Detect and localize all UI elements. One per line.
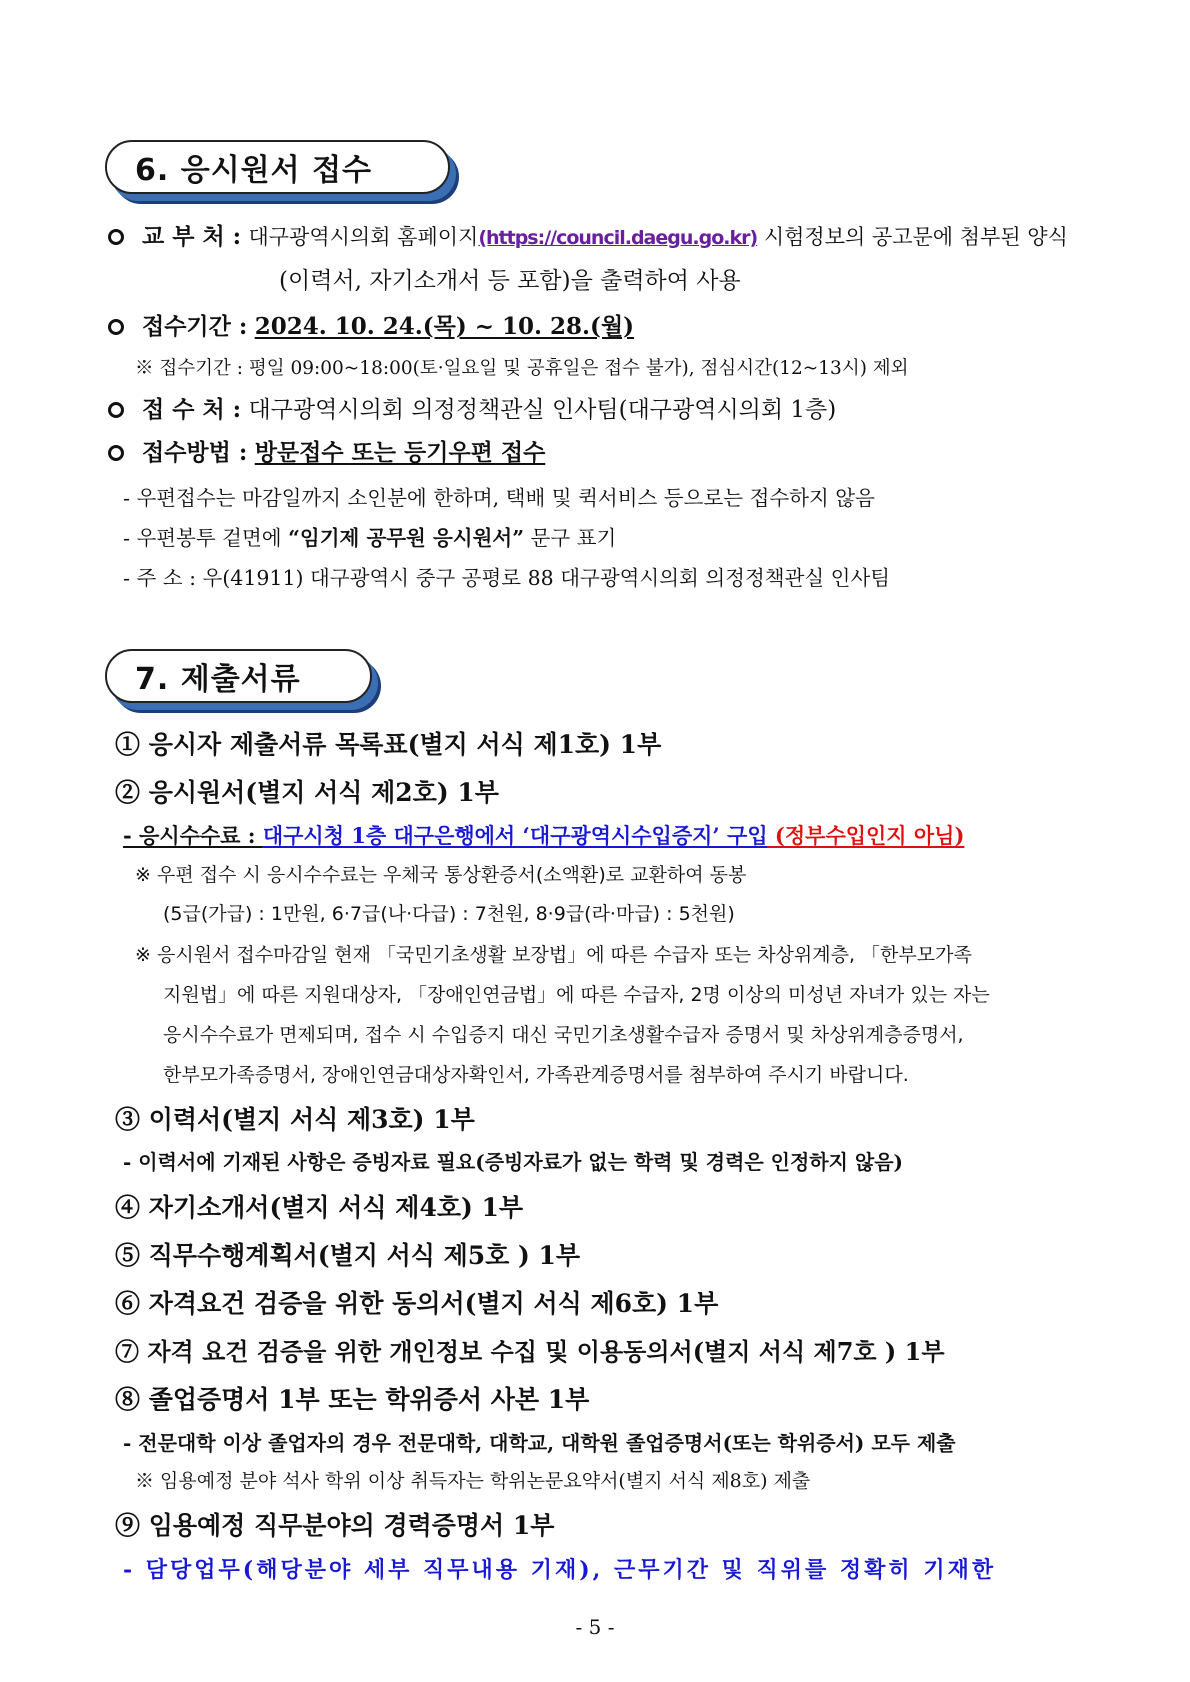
circle-bullet-icon [108,319,124,335]
circle-bullet-icon [108,229,124,245]
submission-item-1: ① 응시자 제출서류 목록표(별지 서식 제1호) 1부 [115,730,662,759]
item3-note: - 이력서에 기재된 사항은 증빙자료 필요(증빙자료가 없는 학력 및 경력은 인정하지 않음) [123,1150,904,1174]
envelope-suffix: 문구 표기 [524,526,617,550]
submission-item-3: ③ 이력서(별지 서식 제3호) 1부 [115,1105,475,1134]
section-7-heading [105,649,372,703]
fee-note-2: (5급(가급) : 1만원, 6·7급(나·다급) : 7천원, 8·9급(라·마급) : 5천원) [163,903,735,925]
distribution-text-after: 시험정보의 공고문에 첨부된 양식 [757,225,1068,249]
council-link[interactable]: (https://council.daegu.go.kr) [478,227,758,249]
exempt-line-4: 한부모가족증명서, 장애인연금대상자확인서, 가족관계증명서를 첨부하여 주시기 바랍니다. [163,1064,909,1086]
fee-row [123,820,964,850]
method-item-envelope [123,521,616,551]
method-item-address: - 주 소 : 우(41911) 대구광역시 중구 공평로 88 대구광역시의회 의정정책관실 인사팀 [123,566,891,590]
submission-item-4: ④ 자기소개서(별지 서식 제4호) 1부 [115,1193,524,1222]
place-label: 접 수 처 : [142,396,242,423]
submission-item-8: ⑧ 졸업증명서 1부 또는 학위증서 사본 1부 [115,1385,590,1414]
envelope-bold: “임기제 공무원 응시원서” [288,526,524,550]
period-row [108,308,634,341]
envelope-prefix: - 우편봉투 겉면에 [123,526,289,550]
submission-item-2: ② 응시원서(별지 서식 제2호) 1부 [115,778,499,807]
method-value: 방문접수 또는 등기우편 접수 [254,439,546,466]
circle-bullet-icon [108,402,124,418]
method-item-1: - 우편접수는 마감일까지 소인분에 한하며, 택배 및 퀵서비스 등으로는 접수하지 않음 [123,486,875,510]
method-label: 접수방법 : [142,439,248,466]
place-value: 대구광역시의회 의정정책관실 인사팀(대구광역시의회 1층) [248,397,837,423]
period-value: 2024. 10. 24.(목) ~ 10. 28.(월) [254,313,635,340]
section-6-heading [105,140,450,194]
exempt-line-3: 응시수수료가 면제되며, 접수 시 수입증지 대신 국민기초생활수급자 증명서 및 차상위계층증명서, [163,1024,964,1046]
submission-item-5: ⑤ 직무수행계획서(별지 서식 제5호 ) 1부 [115,1241,581,1270]
fee-note-1: ※ 우편 접수 시 응시수수료는 우체국 통상환증서(소액환)로 교환하여 동봉 [135,864,747,886]
place-row [108,391,836,424]
fee-blue-text: 대구시청 1층 대구은행에서 ‘대구광역시수입증지’ 구입 [262,823,768,848]
distribution-label: 교 부 처 : [142,223,242,250]
section-6-title: 6. 응시원서 접수 [135,153,373,188]
section-7-title: 7. 제출서류 [135,662,301,697]
circle-bullet-icon [108,445,124,461]
distribution-row [108,218,1068,251]
distribution-line2: (이력서, 자기소개서 등 포함)을 출력하여 사용 [279,268,741,294]
period-note: ※ 접수기간 : 평일 09:00~18:00(토·일요일 및 공휴일은 접수 불가), 점심시간(12~13시) 제외 [135,358,909,379]
method-row [108,434,545,467]
item8-note: - 전문대학 이상 졸업자의 경우 전문대학, 대학교, 대학원 졸업증명서(또는 학위증서) 모두 제출 [123,1431,956,1455]
exempt-line-1: ※ 응시원서 접수마감일 현재 「국민기초생활 보장법」에 따른 수급자 또는 차상위계층, 「한부모가족 [135,944,972,966]
exempt-line-2: 지원법」에 따른 지원대상자, 「장애인연금법」에 따른 수급자, 2명 이상의 미성년 자녀가 있는 자는 [163,984,990,1006]
period-label: 접수기간 : [142,313,248,340]
submission-item-7: ⑦ 자격 요건 검증을 위한 개인정보 수집 및 이용동의서(별지 서식 제7호 ) 1부 [115,1337,945,1366]
submission-item-6: ⑥ 자격요건 검증을 위한 동의서(별지 서식 제6호) 1부 [115,1289,719,1318]
distribution-text: 대구광역시의회 홈페이지 [248,225,479,249]
item9-note: - 담당업무(해당분야 세부 직무내용 기재), 근무기간 및 직위를 정확히 기재한 [123,1557,997,1583]
submission-item-9: ⑨ 임용예정 직무분야의 경력증명서 1부 [115,1511,555,1540]
item8-sub-note: ※ 임용예정 분야 석사 학위 이상 취득자는 학위논문요약서(별지 서식 제8호) 제출 [135,1470,811,1492]
fee-label: - 응시수수료 : [123,823,263,848]
fee-red-text: (정부수입인지 아님) [767,823,965,848]
page-number: - 5 - [575,1615,615,1639]
